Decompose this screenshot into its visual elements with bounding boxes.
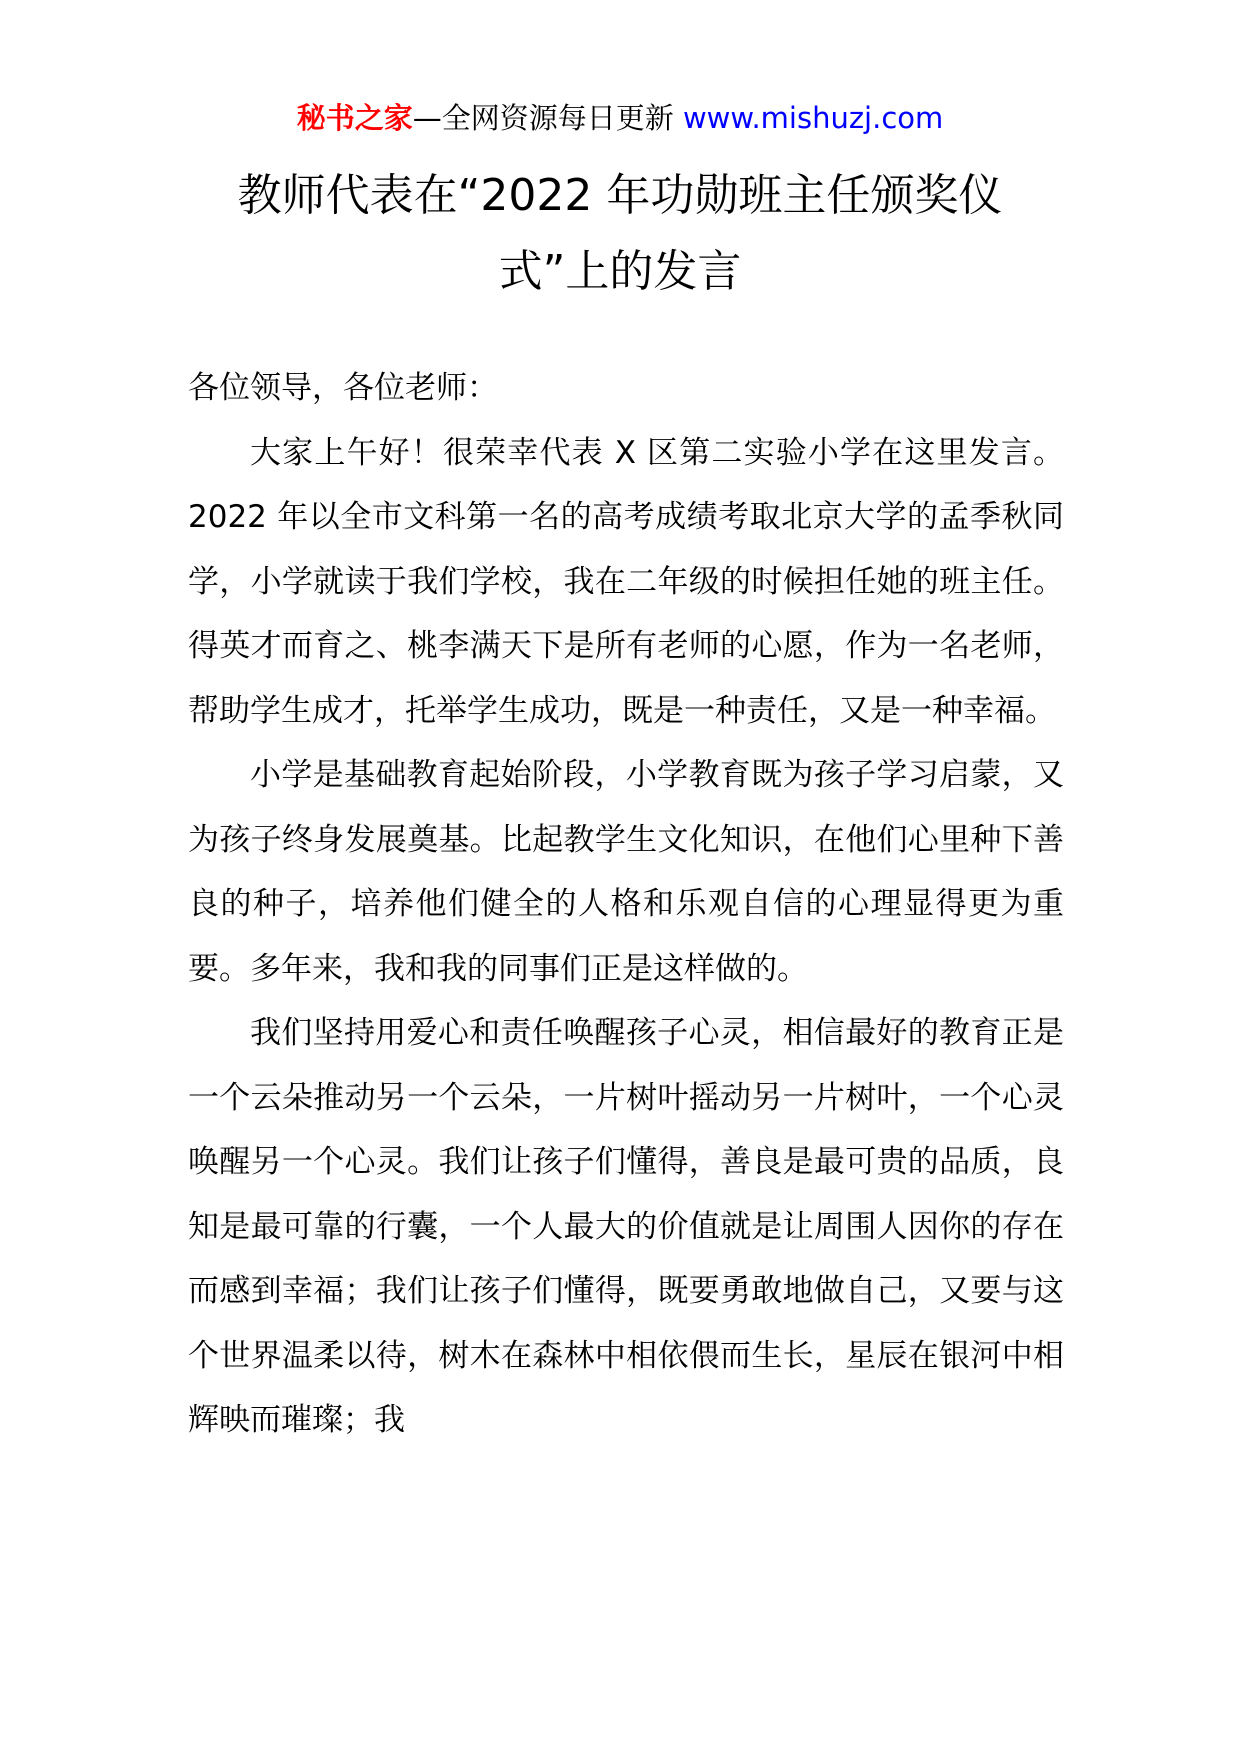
brand-name: 秘书之家 — [296, 101, 413, 135]
site-url-link[interactable]: www.mishuzj.com — [682, 101, 944, 135]
salutation: 各位领导，各位老师： — [188, 370, 498, 406]
header-tagline: —全网资源每日更新 — [412, 101, 683, 135]
site-header — [0, 98, 1240, 138]
document-title — [0, 158, 1240, 310]
paragraph-3: 我们坚持用爱心和责任唤醒孩子心灵，相信最好的教育正是一个云朵推动另一个云朵，一片树叶摇动另一片树叶，一个心灵唤醒另一个心灵。我们让孩子们懂得，善良是最可贵的品质，良知是最可靠的行囊，一个人最大的价值就是让周围人因你的存在而感到幸福；我们让孩子们懂得，既要勇敢地做自己，又要与这个世界温柔以待，树木在森林中相依偎而生长，星辰在银河中相辉映而璀璨；我 — [188, 1015, 1064, 1438]
title-line-2: 式”上的发言 — [498, 246, 742, 297]
title-line-1: 教师代表在“2022 年功勋班主任颁奖仪 — [237, 170, 1003, 221]
paragraph-2: 小学是基础教育起始阶段，小学教育既为孩子学习启蒙，又为孩子终身发展奠基。比起教学生文化知识，在他们心里种下善良的种子，培养他们健全的人格和乐观自信的心理显得更为重要。多年来，我和我的同事们正是这样做的。 — [188, 757, 1064, 987]
paragraph-1: 大家上午好！很荣幸代表 X 区第二实验小学在这里发言。2022 年以全市文科第一名的高考成绩考取北京大学的孟季秋同学，小学就读于我们学校，我在二年级的时候担任她的班主任。得英才而育之、桃李满天下是所有老师的心愿，作为一名老师，帮助学生成才，托举学生成功，既是一种责任，又是一种幸福。 — [188, 434, 1064, 729]
document-body — [188, 356, 1064, 1453]
